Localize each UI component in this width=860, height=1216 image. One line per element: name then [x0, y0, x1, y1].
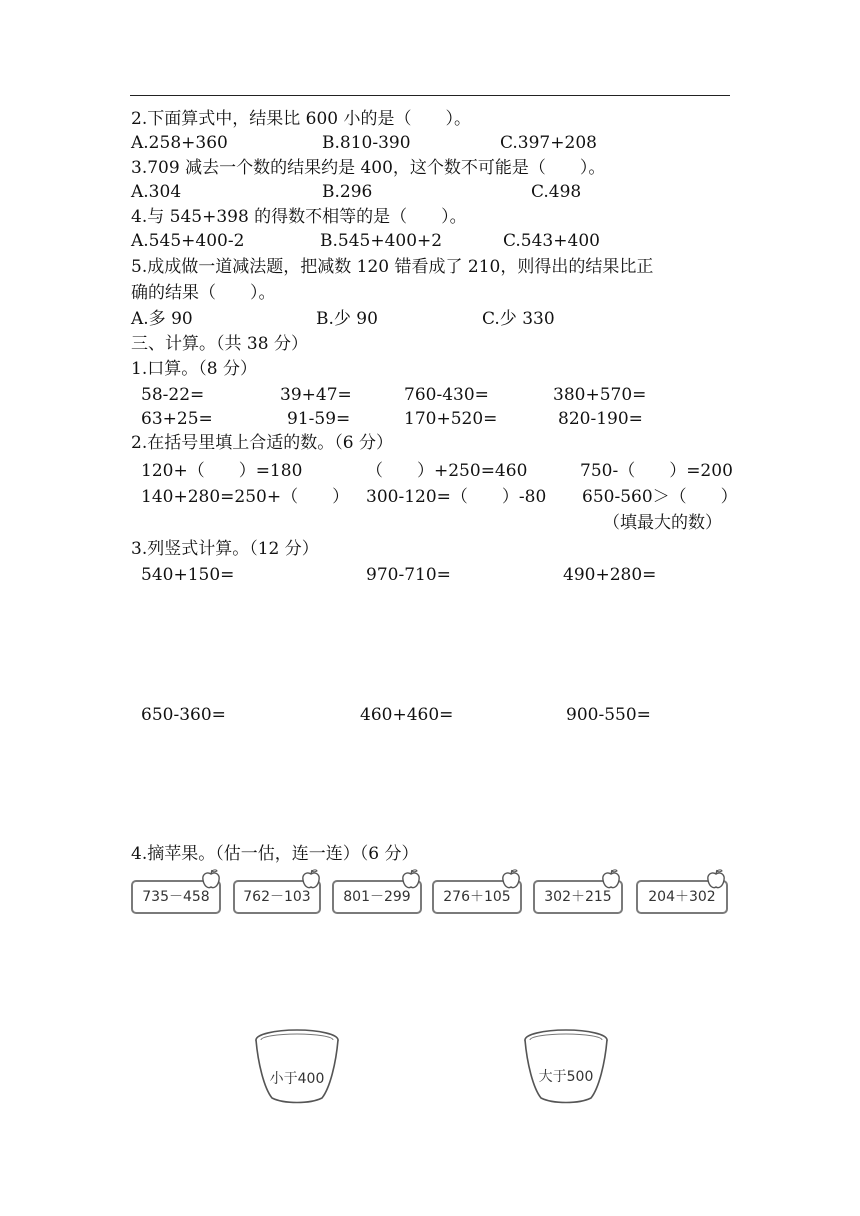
apple-icon — [200, 868, 222, 890]
fill-item: 750-（ ）=200 — [580, 461, 733, 481]
q5-option-b: B.少 90 — [316, 309, 378, 329]
basket-icon — [254, 1028, 340, 1104]
apple-icon — [705, 868, 727, 890]
q3-option-c: C.498 — [531, 182, 582, 202]
q2-option-b: B.810-390 — [322, 133, 411, 153]
q2-option-a: A.258+360 — [131, 133, 228, 153]
q5-option-c: C.少 330 — [482, 309, 555, 329]
vertical-item: 970-710= — [366, 565, 451, 585]
q4-stem: 4.与 545+398 的得数不相等的是（ ）。 — [131, 207, 467, 227]
header-rule — [130, 95, 730, 96]
fill-item: 120+（ ）=180 — [141, 461, 303, 481]
apple-icon — [500, 868, 522, 890]
vertical-title: 3.列竖式计算。（12 分） — [131, 539, 319, 559]
apple-card[interactable]: 762－103 — [233, 880, 321, 914]
fill-item: 140+280=250+（ ） — [141, 487, 350, 507]
oral-item: 63+25= — [141, 409, 213, 429]
oral-item: 39+47= — [280, 385, 352, 405]
q5-stem-line1: 5.成成做一道减法题，把减数 120 错看成了 210，则得出的结果比正 — [131, 257, 654, 277]
apple-icon — [600, 868, 622, 890]
q4-option-a: A.545+400-2 — [131, 231, 245, 251]
q3-option-b: B.296 — [322, 182, 373, 202]
apple-card[interactable]: 276＋105 — [432, 880, 522, 914]
vertical-item: 540+150= — [141, 565, 235, 585]
q3-option-a: A.304 — [131, 182, 182, 202]
q2-stem: 2.下面算式中，结果比 600 小的是（ ）。 — [131, 109, 471, 129]
basket-label-greater-than-500[interactable]: 大于500 — [538, 1069, 594, 1085]
apple-card[interactable]: 302＋215 — [533, 880, 623, 914]
vertical-item: 650-360= — [141, 705, 226, 725]
oral-item: 170+520= — [404, 409, 498, 429]
q3-stem: 3.709 减去一个数的结果约是 400，这个数不可能是（ ）。 — [131, 158, 606, 178]
fill-note: （填最大的数） — [603, 513, 722, 533]
oral-item: 380+570= — [553, 385, 647, 405]
section-3-title: 三、计算。（共 38 分） — [131, 334, 308, 354]
apple-icon — [300, 868, 322, 890]
vertical-item: 490+280= — [563, 565, 657, 585]
fill-item: 300-120=（ ）-80 — [366, 487, 547, 507]
q5-option-a: A.多 90 — [131, 309, 193, 329]
apple-card[interactable]: 204＋302 — [636, 880, 728, 914]
q5-stem-line2: 确的结果（ ）。 — [131, 283, 276, 303]
oral-title: 1.口算。（8 分） — [131, 359, 257, 379]
apple-card[interactable]: 801－299 — [332, 880, 422, 914]
vertical-item: 460+460= — [360, 705, 454, 725]
q4-option-b: B.545+400+2 — [320, 231, 443, 251]
oral-item: 58-22= — [141, 385, 205, 405]
apple-icon — [400, 868, 422, 890]
fill-item: 650-560＞（ ） — [582, 487, 738, 507]
apple-card[interactable]: 735－458 — [131, 880, 221, 914]
q2-option-c: C.397+208 — [500, 133, 597, 153]
vertical-item: 900-550= — [566, 705, 651, 725]
basket-label-less-than-400[interactable]: 小于400 — [269, 1071, 325, 1087]
oral-item: 820-190= — [558, 409, 643, 429]
q4-option-c: C.543+400 — [503, 231, 600, 251]
oral-item: 760-430= — [404, 385, 489, 405]
apples-title: 4.摘苹果。（估一估，连一连）（6 分） — [131, 844, 419, 864]
fill-item: （ ）+250=460 — [366, 461, 528, 481]
oral-item: 91-59= — [287, 409, 351, 429]
fill-title: 2.在括号里填上合适的数。（6 分） — [131, 433, 393, 453]
